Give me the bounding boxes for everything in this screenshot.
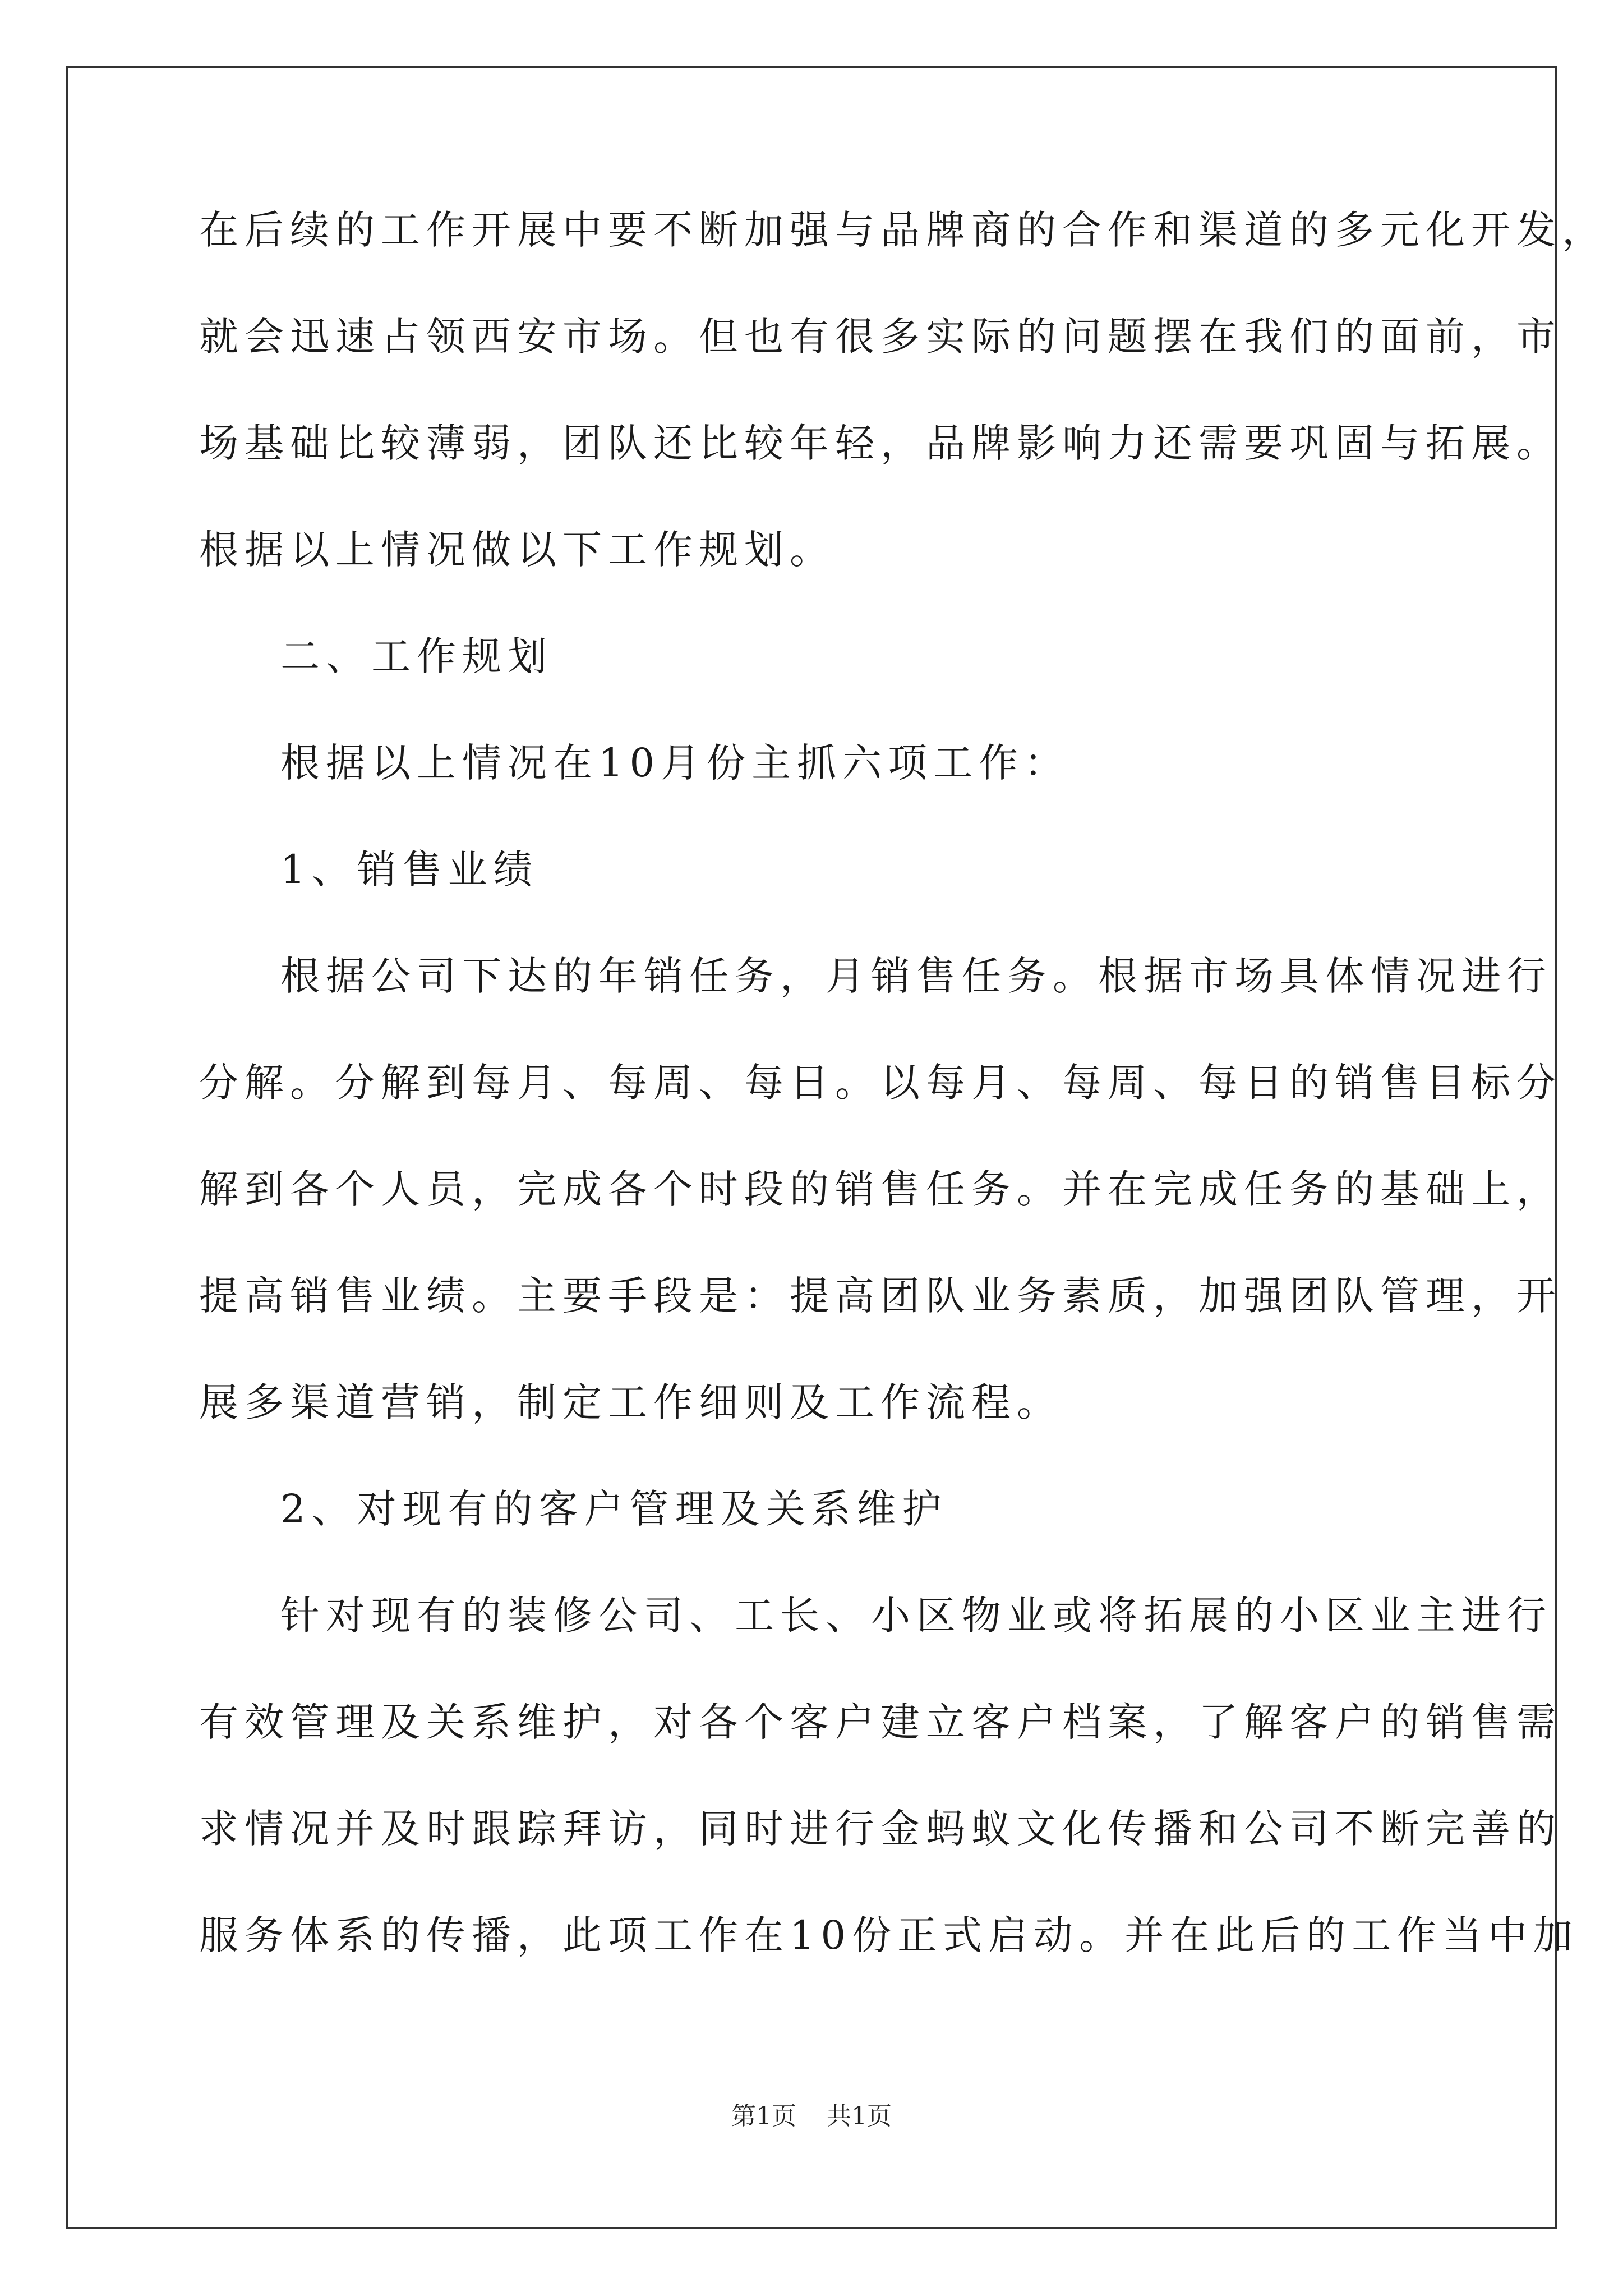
- text-line: 根据以上情况做以下工作规划。: [199, 527, 835, 573]
- text-line: 在后续的工作开展中要不断加强与品牌商的合作和渠道的多元化开发，: [199, 207, 1607, 253]
- text-line: 根据以上情况在10月份主抓六项工作：: [280, 740, 1070, 786]
- text-line: 分解。分解到每月、每周、每日。以每月、每周、每日的销售目标分: [199, 1060, 1562, 1106]
- text-line: 有效管理及关系维护，对各个客户建立客户档案，了解客户的销售需: [199, 1699, 1562, 1745]
- text-line: 2、对现有的客户管理及关系维护: [280, 1486, 948, 1532]
- document-body: [199, 207, 1607, 2022]
- text-line: 1、销售业绩: [280, 846, 539, 892]
- text-line: 场基础比较薄弱，团队还比较年轻，品牌影响力还需要巩固与拓展。: [199, 420, 1562, 466]
- text-line: 求情况并及时跟踪拜访，同时进行金蚂蚁文化传播和公司不断完善的: [199, 1806, 1562, 1852]
- text-line: 展多渠道营销，制定工作细则及工作流程。: [199, 1379, 1062, 1425]
- text-line: 针对现有的装修公司、工长、小区物业或将拓展的小区业主进行: [280, 1593, 1552, 1639]
- text-line: 提高销售业绩。主要手段是：提高团队业务素质，加强团队管理，开: [199, 1273, 1562, 1319]
- text-line: 服务体系的传播，此项工作在10份正式启动。并在此后的工作当中加: [199, 1912, 1579, 1958]
- text-line: 二、工作规划: [280, 633, 553, 679]
- text-line: 就会迅速占领西安市场。但也有很多实际的问题摆在我们的面前，市: [199, 314, 1562, 360]
- page-footer: [0, 2102, 1623, 2131]
- text-line: 根据公司下达的年销任务，月销售任务。根据市场具体情况进行: [280, 953, 1552, 999]
- text-line: 解到各个人员，完成各个时段的销售任务。并在完成任务的基础上，: [199, 1166, 1562, 1212]
- page-number-total: 共1页: [827, 2102, 892, 2131]
- page-number-current: 第1页: [731, 2102, 796, 2131]
